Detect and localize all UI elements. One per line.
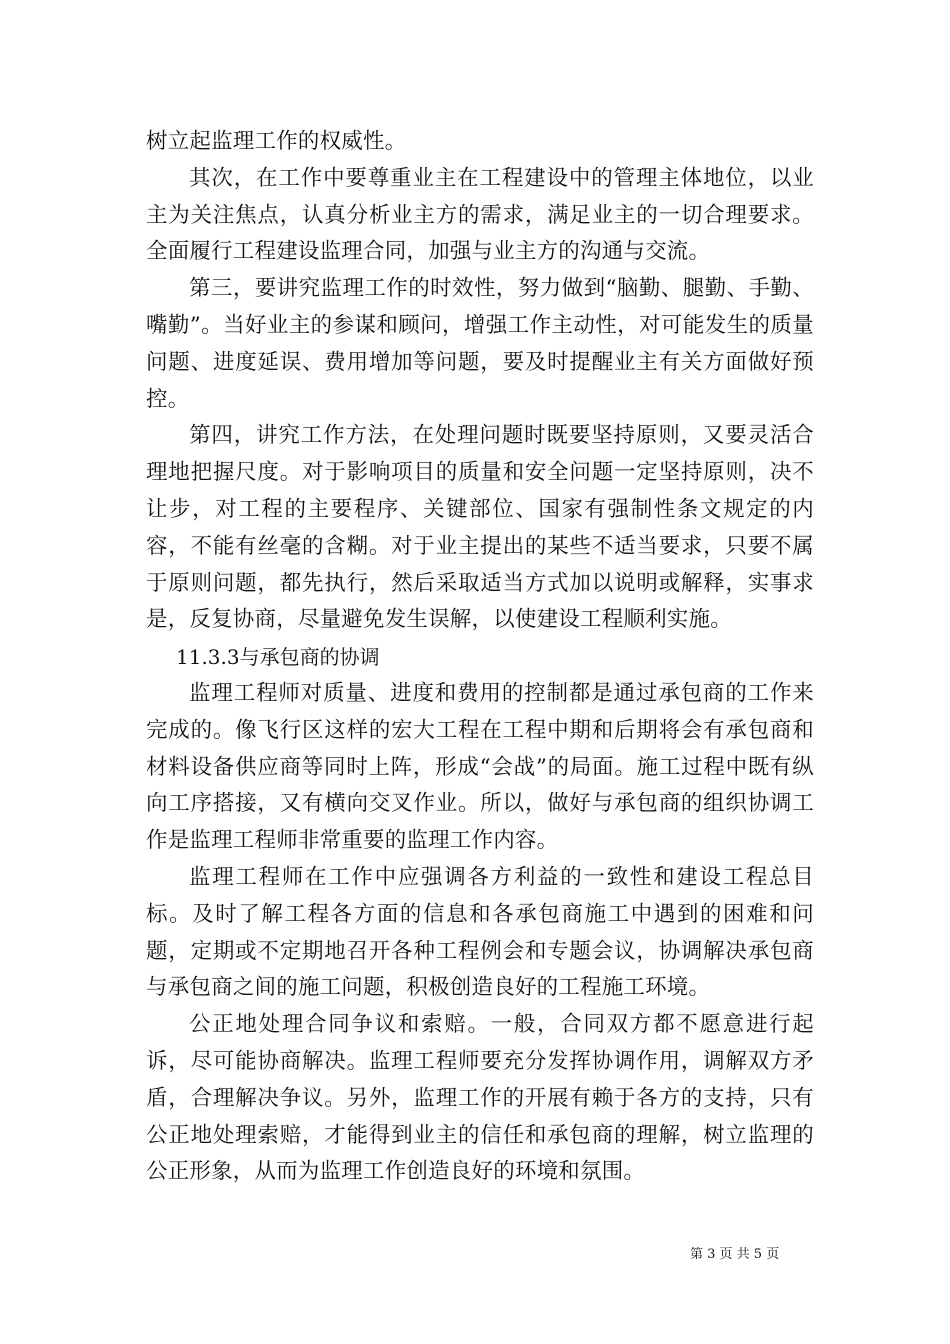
- paragraph-owner-respect: 其次，在工作中要尊重业主在工程建设中的管理主体地位，以业主为关注焦点，认真分析业主方的需求，满足业主的一切合理要求。全面履行工程建设监理合同，加强与业主方的沟通与交流。: [146, 165, 814, 265]
- paragraph-common-goals: 监理工程师在工作中应强调各方利益的一致性和建设工程总目标。及时了解工程各方面的信息和各承包商施工中遇到的困难和问题，定期或不定期地召开各种工程例会和专题会议，协调解决承包商与承包商之间的施工问题，积极创造良好的工程施工环境。: [146, 864, 814, 1001]
- paragraph-work-method: 第四，讲究工作方法，在处理问题时既要坚持原则，又要灵活合理地把握尺度。对于影响项目的质量和安全问题一定坚持原则，决不让步，对工程的主要程序、关键部位、国家有强制性条文规定的内容，不能有丝毫的含糊。对于业主提出的某些不适当要求，只要不属于原则问题，都先执行，然后采取适当方式加以说明或解释，实事求是，反复协商，尽量避免发生误解，以使建设工程顺利实施。: [146, 423, 814, 633]
- paragraph-continuation: 树立起监理工作的权威性。: [146, 129, 407, 154]
- page-number-footer: 第 3 页 共 5 页: [690, 1247, 780, 1262]
- paragraph-dispute-claims: 公正地处理合同争议和索赔。一般，合同双方都不愿意进行起诉，尽可能协商解决。监理工程师要充分发挥协调作用，调解双方矛盾，合理解决争议。另外，监理工作的开展有赖于各方的支持，只有公正地处理索赔，才能得到业主的信任和承包商的理解，树立监理的公正形象，从而为监理工作创造良好的环境和氛围。: [146, 1012, 814, 1185]
- section-heading-contractor-coordination: 11.3.3与承包商的协调: [176, 645, 380, 670]
- paragraph-timeliness: 第三，要讲究监理工作的时效性，努力做到“脑勤、腿勤、手勤、嘴勤”。当好业主的参谋和顾问，增强工作主动性，对可能发生的质量问题、进度延误、费用增加等问题，要及时提醒业主有关方面做好预控。: [146, 276, 814, 412]
- paragraph-contractor-control: 监理工程师对质量、进度和费用的控制都是通过承包商的工作来完成的。像飞行区这样的宏大工程在工程中期和后期将会有承包商和材料设备供应商等同时上阵，形成“会战”的局面。施工过程中既有纵向工序搭接，又有横向交叉作业。所以，做好与承包商的组织协调工作是监理工程师非常重要的监理工作内容。: [146, 680, 814, 854]
- document-body: [146, 124, 814, 1191]
